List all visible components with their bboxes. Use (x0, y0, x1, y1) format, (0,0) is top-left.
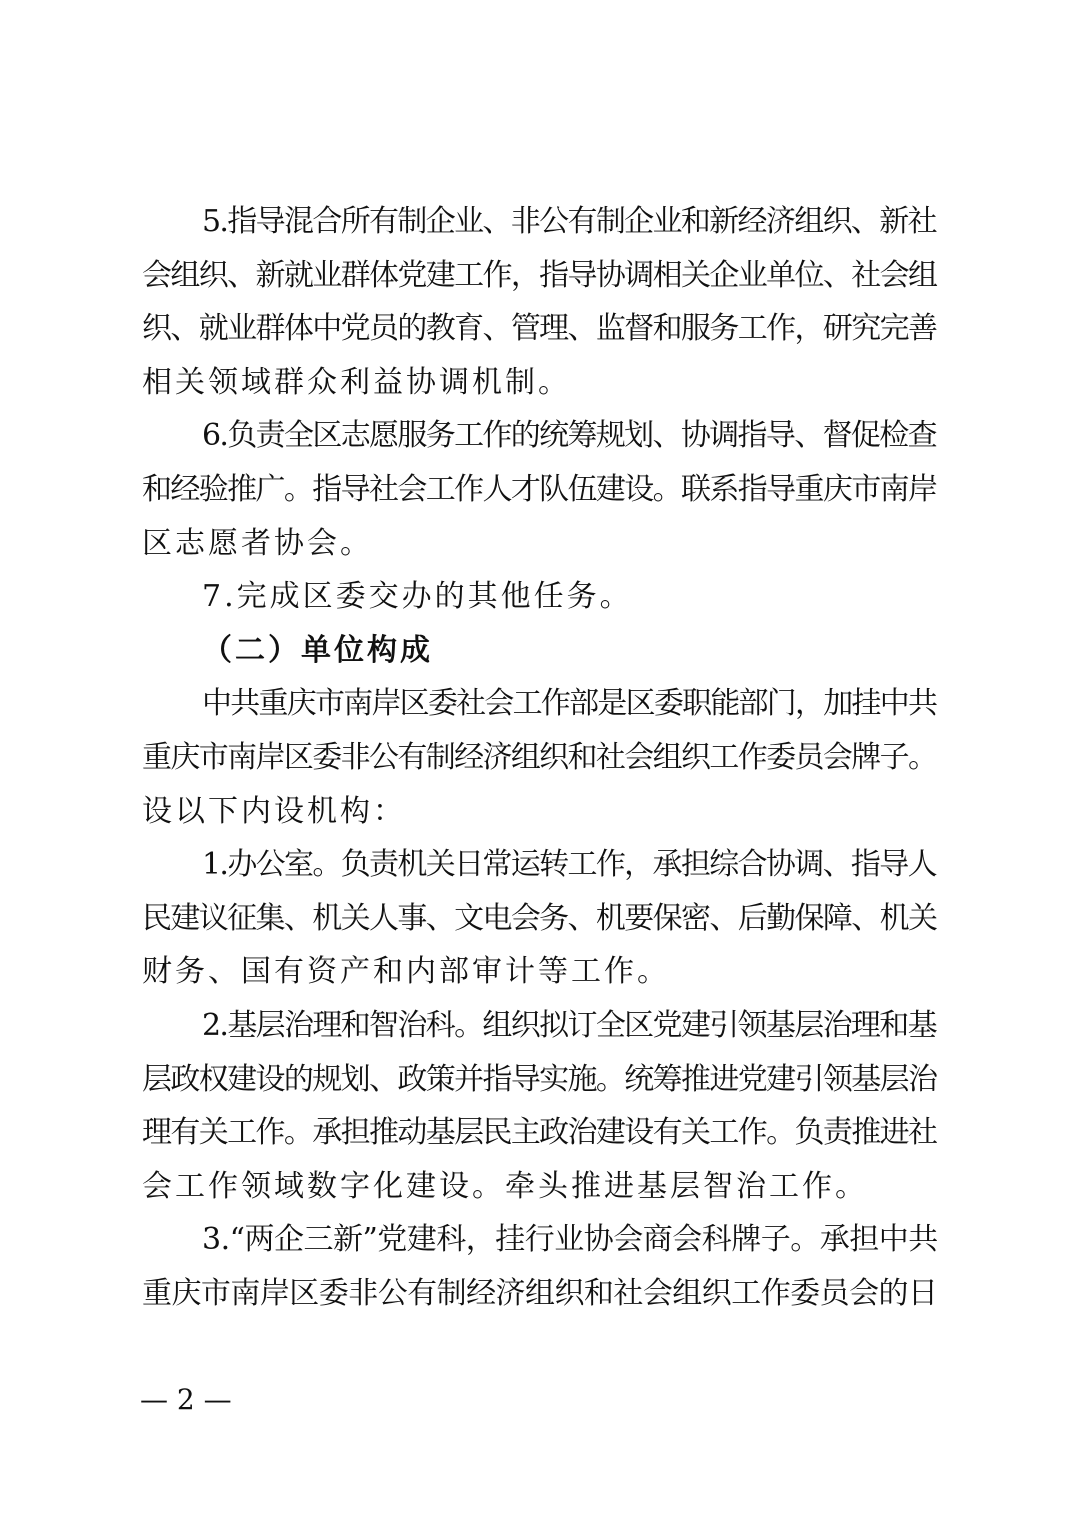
section-heading: （二）单位构成 (202, 633, 433, 668)
text-line: 相关领域群众利益协调机制。 (142, 365, 571, 400)
text-line: 会组织、新就业群体党建工作，指导协调相关企业单位、社会组 (142, 258, 937, 293)
text-line: 层政权建设的规划、政策并指导实施。统筹推进党建引领基层治 (142, 1062, 937, 1097)
text-line: 5.指导混合所有制企业、非公有制企业和新经济组织、新社 (202, 204, 936, 239)
text-line: 2.基层治理和智治科。组织拟订全区党建引领基层治理和基 (202, 1008, 936, 1043)
text-line: 设以下内设机构： (142, 794, 406, 829)
text-line: 中共重庆市南岸区委社会工作部是区委职能部门，加挂中共 (202, 686, 937, 721)
text-line: 1.办公室。负责机关日常运转工作，承担综合协调、指导人 (202, 847, 936, 882)
text-line: 织、就业群体中党员的教育、管理、监督和服务工作，研究完善 (142, 311, 937, 346)
text-line: 3.“两企三新”党建科，挂行业协会商会科牌子。承担中共 (202, 1222, 938, 1257)
text-line: 6.负责全区志愿服务工作的统筹规划、协调指导、督促检查 (202, 418, 936, 453)
page-number: — 2 — (140, 1383, 232, 1416)
text-line: 会工作领域数字化建设。牵头推进基层智治工作。 (142, 1169, 868, 1204)
text-line: 和经验推广。指导社会工作人才队伍建设。联系指导重庆市南岸 (142, 472, 937, 507)
text-line: 重庆市南岸区委非公有制经济组织和社会组织工作委员会的日 (142, 1276, 938, 1311)
text-line: 民建议征集、机关人事、文电会务、机要保密、后勤保障、机关 (142, 901, 937, 936)
text-line: 区志愿者协会。 (142, 526, 373, 561)
text-line: 7.完成区委交办的其他任务。 (202, 579, 633, 614)
text-line: 财务、国有资产和内部审计等工作。 (142, 954, 670, 989)
text-line: 重庆市南岸区委非公有制经济组织和社会组织工作委员会牌子。 (142, 740, 937, 775)
text-line: 理有关工作。承担推动基层民主政治建设有关工作。负责推进社 (142, 1115, 937, 1150)
